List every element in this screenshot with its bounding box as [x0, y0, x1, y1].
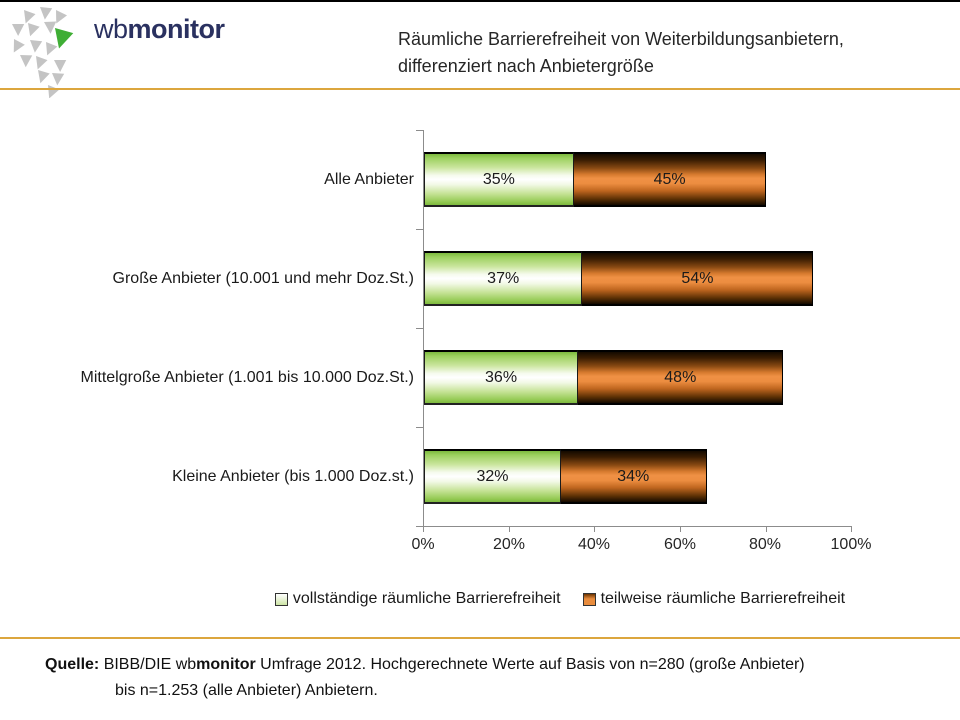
source-label: Quelle:	[45, 656, 100, 673]
bar-segment-orange	[582, 251, 813, 306]
logo-green-triangle	[54, 28, 74, 49]
legend-label: vollständige räumliche Barrierefreiheit	[292, 590, 561, 607]
legend-swatch-green	[275, 593, 288, 606]
x-axis-tick	[594, 526, 595, 532]
chart-row	[0, 229, 960, 328]
bar-segment-orange	[578, 350, 783, 405]
legend-item-orange	[583, 590, 846, 608]
legend-swatch-orange	[583, 593, 596, 606]
x-tick-label: 100%	[830, 536, 872, 553]
wbmonitor-logo-icon	[8, 6, 88, 98]
source-text: BIBB/DIE wb	[103, 656, 197, 673]
value-label: 48%	[664, 368, 697, 386]
source-text-bold: monitor	[196, 656, 256, 673]
stacked-bar	[424, 251, 813, 306]
value-label: 54%	[681, 269, 714, 287]
legend-item-green	[275, 590, 561, 608]
value-label: 34%	[617, 467, 650, 485]
category-label: Mittelgroße Anbieter (1.001 bis 10.000 Doz.St.)	[80, 368, 414, 386]
x-tick-label: 40%	[577, 536, 611, 553]
logo-text-wb: wb	[94, 14, 128, 44]
chart-row	[0, 427, 960, 526]
legend	[160, 590, 960, 608]
x-tick-label: 20%	[492, 536, 526, 553]
x-tick-label: 0%	[411, 536, 435, 553]
value-label: 45%	[653, 170, 686, 188]
chart-row	[0, 130, 960, 229]
x-tick-label: 60%	[663, 536, 697, 553]
category-label: Kleine Anbieter (bis 1.000 Doz.st.)	[172, 467, 414, 485]
y-axis-tick	[416, 427, 424, 428]
top-border	[0, 0, 960, 2]
source-text: Umfrage 2012. Hochgerechnete Werte auf Basis von n=280 (große Anbieter)	[260, 656, 805, 673]
legend-label: teilweise räumliche Barrierefreiheit	[600, 590, 846, 607]
x-axis-tick	[509, 526, 510, 532]
chart-title-line1: Räumliche Barrierefreiheit von Weiterbildungsanbietern,	[398, 29, 844, 49]
value-label: 32%	[476, 467, 509, 485]
stacked-bar	[424, 449, 707, 504]
source-line-2: bis n=1.253 (alle Anbieter) Anbietern.	[115, 682, 378, 699]
y-axis-tick	[416, 328, 424, 329]
x-tick-label: 80%	[748, 536, 782, 553]
x-axis-tick	[851, 526, 852, 532]
bar-segment-green	[424, 350, 578, 405]
wbmonitor-logo	[8, 6, 225, 98]
value-label: 35%	[482, 170, 515, 188]
footer-divider	[0, 637, 960, 639]
bar-segment-green	[424, 251, 582, 306]
stacked-bar	[424, 152, 766, 207]
x-axis-tick	[423, 526, 424, 532]
value-label: 36%	[485, 368, 518, 386]
category-label: Alle Anbieter	[324, 170, 414, 188]
logo-text	[94, 14, 225, 45]
logo-text-monitor: monitor	[127, 14, 225, 44]
y-axis-tick	[416, 130, 424, 131]
bar-segment-green	[424, 449, 561, 504]
chart-title-line2: differenziert nach Anbietergröße	[398, 56, 654, 76]
source-line-1	[45, 652, 925, 678]
x-axis-line	[423, 526, 852, 527]
bar-segment-green	[424, 152, 574, 207]
value-label: 37%	[487, 269, 520, 287]
y-axis-tick	[416, 229, 424, 230]
bar-segment-orange	[561, 449, 707, 504]
stacked-bar	[424, 350, 783, 405]
bar-segment-orange	[574, 152, 767, 207]
chart-row	[0, 328, 960, 427]
chart-title	[398, 26, 938, 80]
source-note	[45, 652, 925, 704]
x-axis-tick	[680, 526, 681, 532]
x-axis-tick	[766, 526, 767, 532]
category-label: Große Anbieter (10.001 und mehr Doz.St.)	[112, 269, 414, 287]
header-divider	[0, 88, 960, 90]
